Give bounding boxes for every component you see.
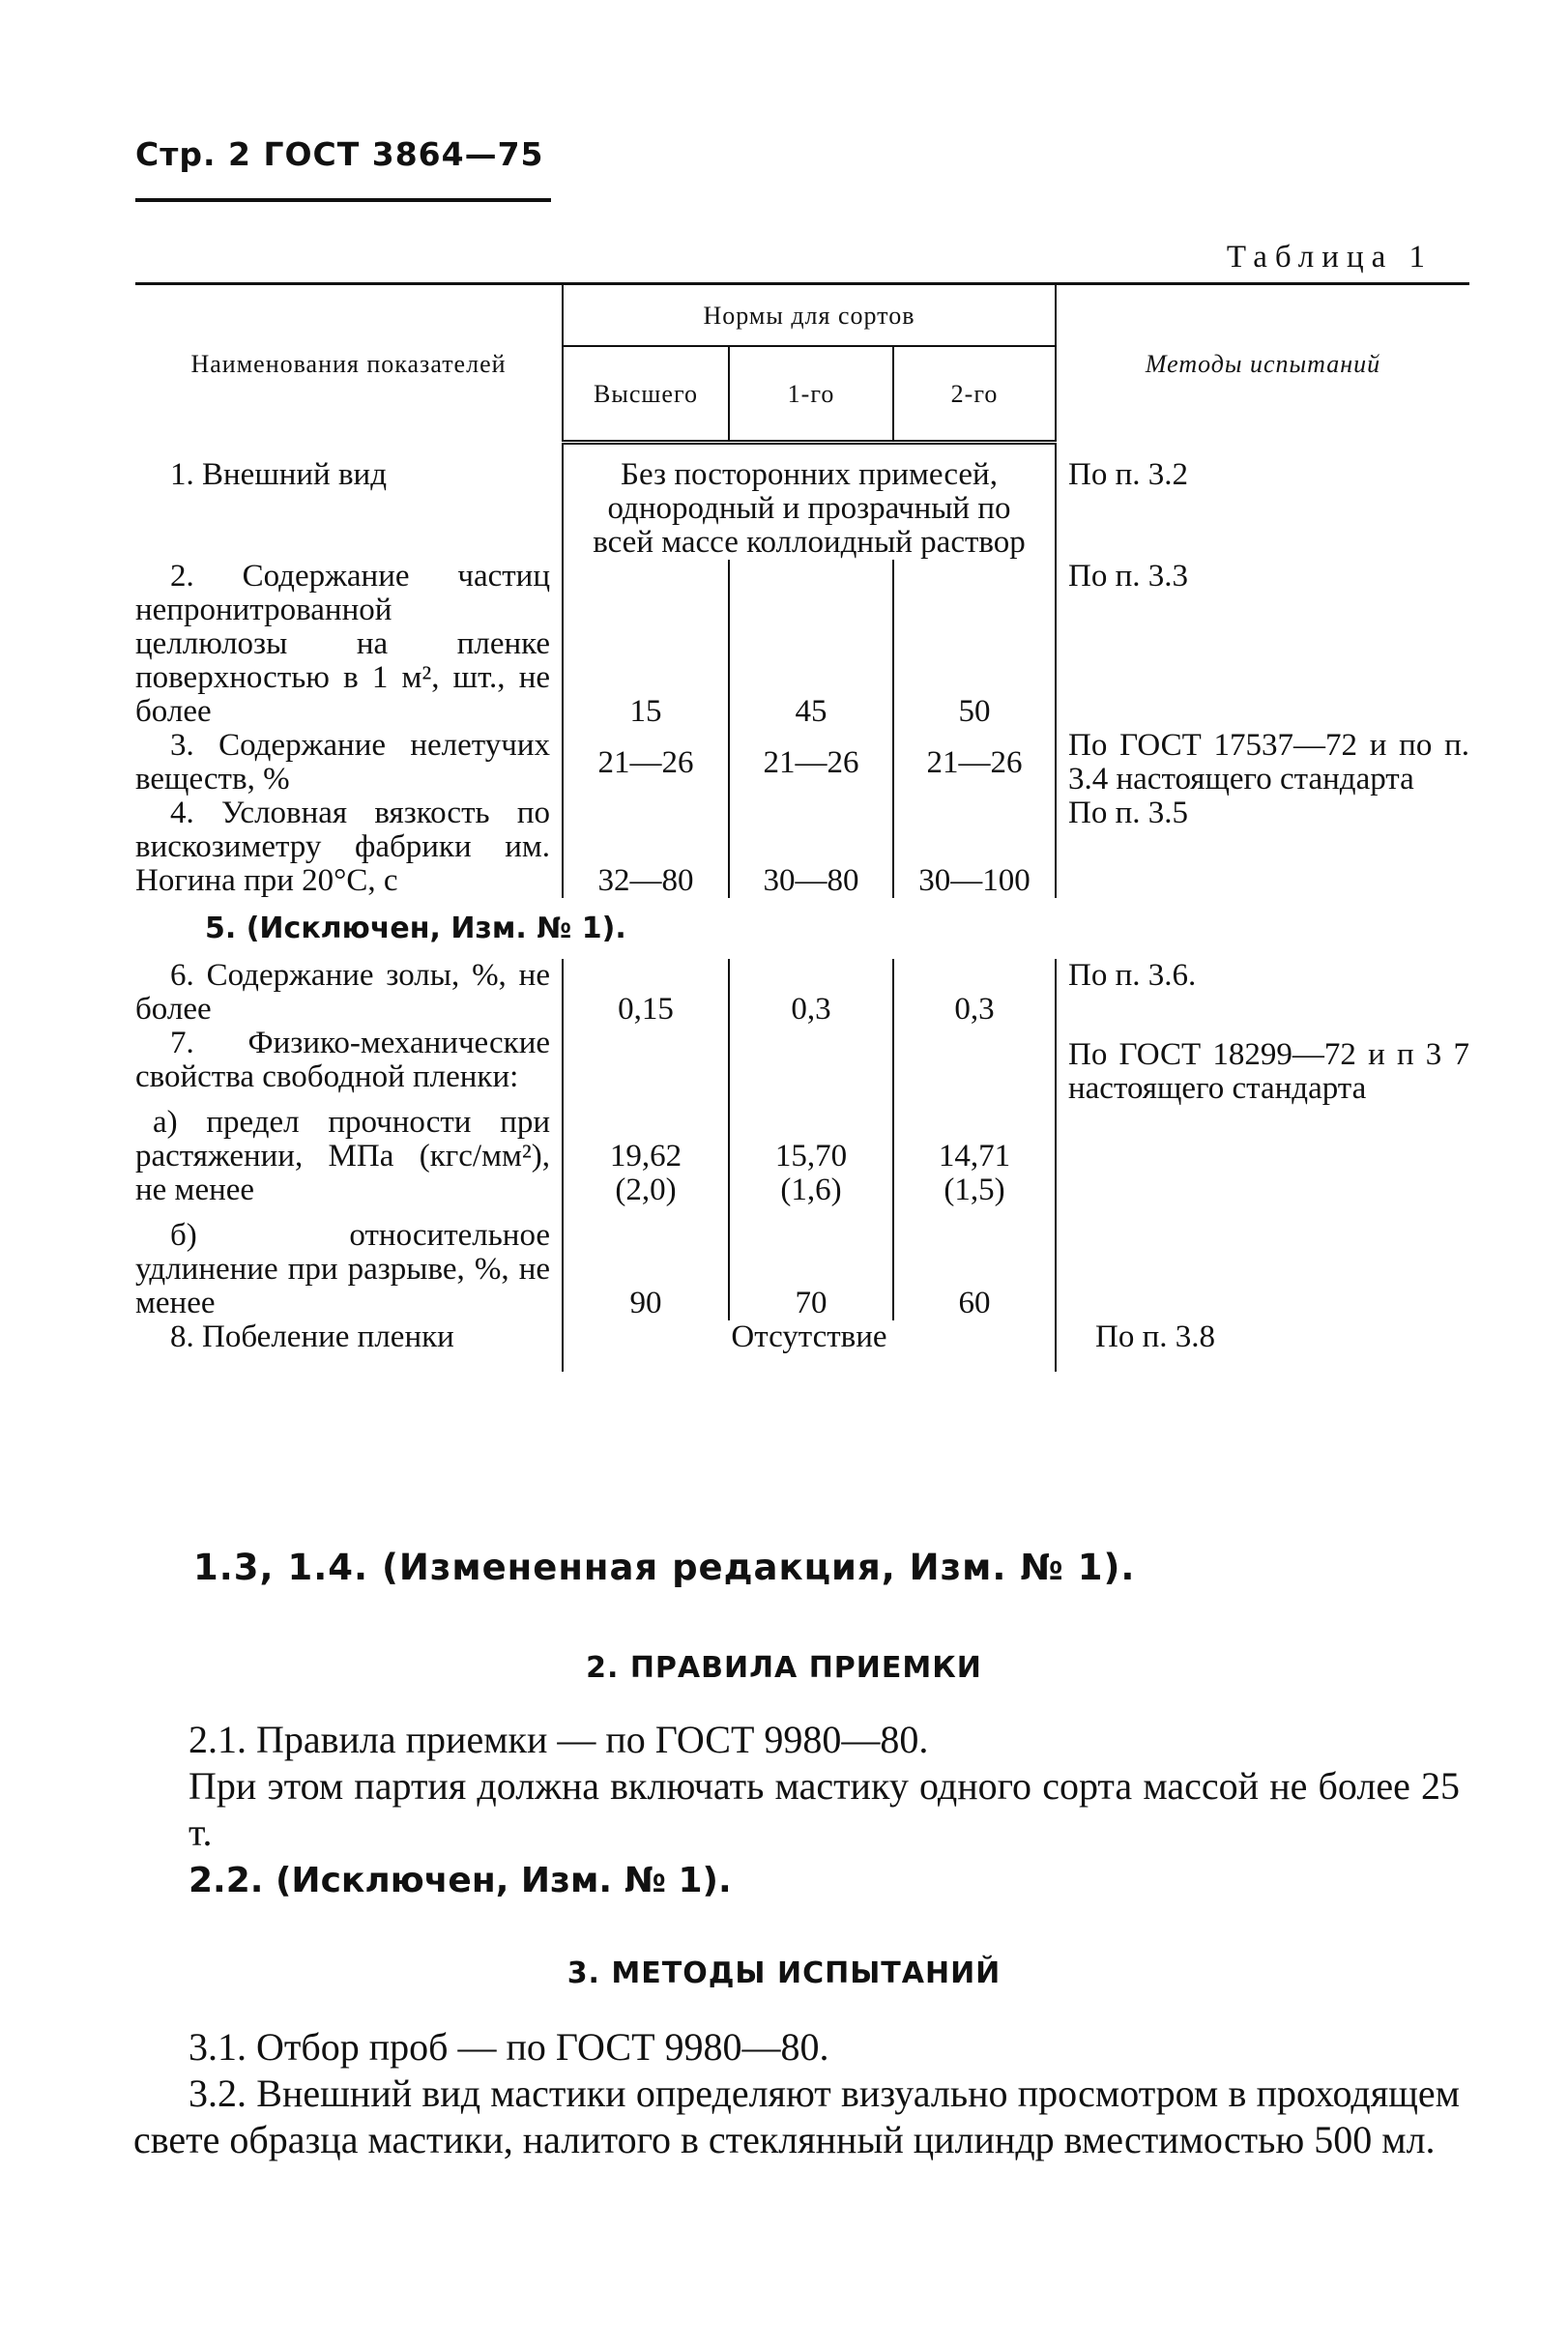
header-grade-first: 1-го: [729, 346, 893, 443]
norm-value-highest: 15: [563, 560, 729, 729]
specifications-table: [135, 282, 1469, 1372]
indicator-name: 2. Содержание частиц непронитрованной целлюлозы на пленке поверхностью в 1 м², шт., не более: [135, 559, 550, 729]
table-row: [135, 1106, 1469, 1207]
indicator-name: 1. Внешний вид: [170, 457, 387, 492]
header-grade-norms: Нормы для сортов: [563, 284, 1056, 347]
paragraph: 2.2. (Исключен, Изм. № 1).: [189, 1861, 732, 1900]
table-row: [135, 959, 1469, 1027]
section-title-test-methods: 3. МЕТОДЫ ИСПЫТАНИЙ: [566, 1956, 1002, 1990]
norm-value-first: 45: [729, 560, 893, 729]
norm-value-second: 30—100: [893, 797, 1056, 898]
header-test-methods: Методы испытаний: [1056, 284, 1469, 443]
paragraph: 3.1. Отбор проб — по ГОСТ 9980—80.: [189, 2025, 829, 2069]
indicator-name: 3. Содержание нелетучих веществ, %: [135, 728, 550, 797]
section-title-acceptance: 2. ПРАВИЛА ПРИЕМКИ: [586, 1651, 982, 1685]
table-row: [135, 797, 1469, 898]
table-caption: Таблица 1: [1226, 240, 1433, 275]
indicator-name: а) предел прочности при растяжении, МПа (кгс/мм²), не менее: [135, 1105, 550, 1207]
test-method: По п. 3.3: [1056, 560, 1469, 729]
norm-value-second: 0,3: [893, 959, 1056, 1027]
norm-value-all-grades: Отсутствие: [563, 1320, 1056, 1372]
norm-value-second: 14,71 (1,5): [893, 1106, 1056, 1207]
test-method: По ГОСТ 17537—72 и по п. 3.4 настоящего стандарта: [1056, 729, 1469, 797]
paragraph: 2.1. Правила приемки — по ГОСТ 9980—80.: [189, 1718, 929, 1761]
norm-value-second: 21—26: [893, 729, 1056, 797]
norm-value-all-grades: Без посторонних примесей, однородный и прозрачный по всей массе коллоидный раствор: [563, 458, 1056, 560]
test-method: По ГОСТ 18299—72 и п 3 7 настоящего стандарта: [1056, 1027, 1469, 1106]
indicator-name: б) относительное удлинение при разрыве, %, не менее: [135, 1218, 550, 1320]
norm-value-first: 15,70 (1,6): [729, 1106, 893, 1207]
table-row: [135, 1027, 1469, 1106]
norm-value-highest: 19,62 (2,0): [563, 1106, 729, 1207]
paragraph: 3.2. Внешний вид мастики определяют визуально просмотром в проходящем свете образца мастики, налитого в стеклянный цилиндр вместимостью 500 мл.: [133, 2072, 1460, 2161]
page-header: [135, 135, 551, 202]
norm-value-first: 0,3: [729, 959, 893, 1027]
norm-value-highest: 32—80: [563, 797, 729, 898]
table-row: [135, 729, 1469, 797]
header-grade-highest: Высшего: [563, 346, 729, 443]
norm-value-highest: 90: [563, 1207, 729, 1320]
header-indicator-names: Наименования показателей: [135, 284, 563, 443]
table-row-excluded: [135, 898, 1469, 959]
test-method: По п. 3.5: [1056, 797, 1469, 898]
excluded-note: 5. (Исключен, Изм. № 1).: [205, 912, 626, 945]
norm-value-second: 50: [893, 560, 1056, 729]
header-grade-second: 2-го: [893, 346, 1056, 443]
norm-value-first: 70: [729, 1207, 893, 1320]
norm-value-first: 30—80: [729, 797, 893, 898]
table-row: [135, 1207, 1469, 1320]
indicator-name: 7. Физико-механические свойства свободной пленки:: [135, 1026, 550, 1094]
norm-value-highest: 0,15: [563, 959, 729, 1027]
indicator-name: 4. Условная вязкость по вискозиметру фабрики им. Ногина при 20°С, с: [135, 796, 550, 898]
paragraph: При этом партия должна включать мастику одного сорта массой не более 25 т.: [189, 1764, 1460, 1854]
table-row: [135, 560, 1469, 729]
test-method: По п. 3.2: [1056, 458, 1469, 560]
indicator-name: 6. Содержание золы, %, не более: [135, 958, 550, 1027]
test-method: По п. 3.6.: [1056, 959, 1469, 1027]
table-row: [135, 458, 1469, 560]
indicator-name: 8. Побеление пленки: [170, 1319, 454, 1354]
amendment-note: 1.3, 1.4. (Измененная редакция, Изм. № 1).: [193, 1547, 1136, 1588]
table-row: [135, 1320, 1469, 1372]
test-method: По п. 3.8: [1056, 1320, 1469, 1372]
norm-value-first: 21—26: [729, 729, 893, 797]
norm-value-second: 60: [893, 1207, 1056, 1320]
norm-value-highest: 21—26: [563, 729, 729, 797]
header-rule: [135, 198, 551, 202]
page-reference: Стр. 2 ГОСТ 3864—75: [135, 135, 544, 173]
